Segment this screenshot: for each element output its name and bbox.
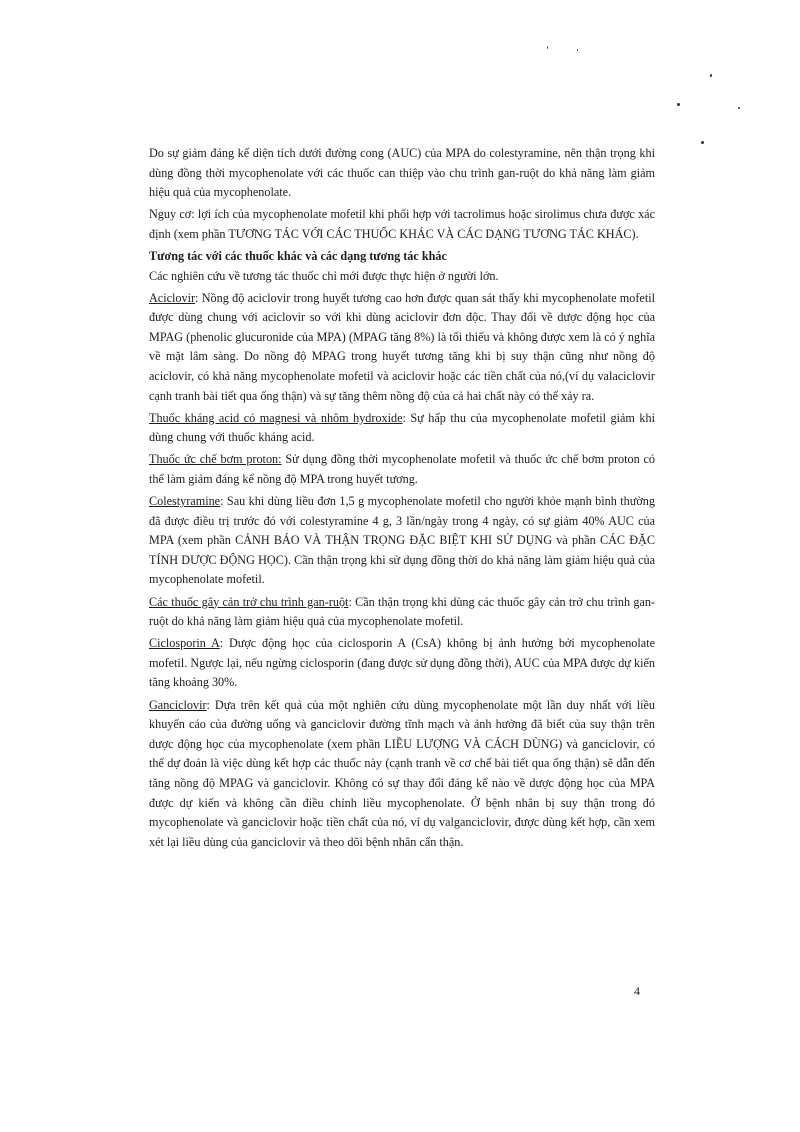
drug-term: Thuốc ức chế bơm proton: [149,452,282,467]
interaction-item-ciclosporin [149,634,655,693]
intro-paragraph-1: Do sự giảm đáng kể diện tích dưới đường cong (AUC) của MPA do colestyramine, nên thận trọng khi dùng đồng thời mycophenolate với các thuốc can thiệp vào chu trình gan-ruột do khả năng làm giảm hiệu quả của mycophenolate. [149,146,655,200]
interaction-item-ganciclovir [149,696,655,853]
drug-term: Ganciclovir [149,697,207,712]
drug-description: Sử dụng đồng thời mycophenolate mofetil và thuốc ức chế bơm proton có thể làm giảm đáng kể nồng độ MPA trong huyết tương. [149,452,655,486]
interaction-item-antacid [149,409,655,448]
drug-term: Thuốc kháng acid có magnesi và nhôm hydroxide [149,410,403,425]
document-body [149,144,655,855]
drug-term: Ciclosporin A [149,636,220,651]
drug-description: : Sau khi dùng liều đơn 1,5 g mycophenolate mofetil cho người khỏe mạnh bình thường đã được điều trị trước đó với colestyramine 4 g, 3 lần/ngày trong 4 ngày, có sự giảm 40% AUC của MPA (xem phần CẢNH BÁO VÀ THẬN TRỌNG ĐẶC BIỆT KHI SỬ DỤNG và phần CÁC ĐẶC TÍNH DƯỢC ĐỘNG HỌC). Cần thận trọng khi sử dụng đồng thời do khả năng làm giảm hiệu quả của mycophenolate mofetil. [149,494,655,587]
interaction-item-aciclovir [149,289,655,407]
drug-description: : Cần thận trọng khi dùng các thuốc gây cản trở chu trình gan-ruột do khả năng làm giảm hiệu quả của mycophenolate mofetil. [149,594,655,629]
drug-description: : Dược động học của ciclosporin A (CsA) không bị ảnh hưởng bởi mycophenolate mofetil. Ngược lại, nếu ngừng ciclosporin (đang được sử dụng đồng thời), AUC của MPA được dự kiến tăng khoảng 30%. [149,636,655,690]
scan-speck [577,49,578,51]
scan-speck [710,74,712,77]
scan-speck [701,141,704,144]
section-heading: Tương tác với các thuốc khác và các dạng tương tác khác [149,248,447,263]
section-intro: Các nghiên cứu về tương tác thuốc chỉ mới được thực hiện ở người lớn. [149,268,499,283]
drug-term: Aciclovir [149,290,196,305]
scan-speck [547,46,548,49]
interaction-item-enterohepatic [149,593,655,632]
drug-term: Các thuốc gây cản trở chu trình gan-ruột [149,594,349,609]
page-number: 4 [634,984,640,998]
drug-description: : Sự hấp thu của mycophenolate mofetil giảm khi dùng chung với thuốc kháng acid. [149,410,655,445]
intro-paragraph-2: Nguy cơ: lợi ích của mycophenolate mofetil khi phối hợp với tacrolimus hoặc sirolimus chưa được xác định (xem phần TƯƠNG TÁC VỚI CÁC THUỐC KHÁC VÀ CÁC DẠNG TƯƠNG TÁC KHÁC). [149,207,655,241]
scan-speck [738,107,740,109]
scan-speck [677,103,680,106]
drug-term: Colestyramine [149,494,221,509]
interaction-item-ppi [149,450,655,489]
interaction-item-colestyramine [149,492,655,590]
drug-description: : Nồng độ aciclovir trong huyết tương cao hơn được quan sát thấy khi mycophenolate mofetil được dùng chung với aciclovir so với khi dùng aciclovir đơn độc. Thay đổi về dược động học của MPAG (phenolic glucuronide của MPA) (MPAG tăng 8%) là tối thiểu và không được xem là có ý nghĩa về mặt lâm sàng. Do nồng độ MPAG trong huyết tương tăng khi bị suy thận cũng như nồng độ aciclovir, có khả năng mycophenolate mofetil và aciclovir hoặc các tiền chất của nó,(ví dụ valaciclovir cạnh tranh bài tiết qua ống thận) và sự tăng thêm nồng độ của cả hai chất này có thể xảy ra. [149,290,655,403]
drug-description: : Dựa trên kết quả của một nghiên cứu dùng mycophenolate một lần duy nhất với liều khuyến cáo của đường uống và ganciclovir đường tĩnh mạch và ảnh hưởng đã biết của suy thận trên dược động học của mycophenolate (xem phần LIỀU LƯỢNG VÀ CÁCH DÙNG) và ganciclovir, có thể dự đoán là việc dùng kết hợp các thuốc này (cạnh tranh về cơ chế bài tiết qua ống thận) sẽ dẫn đến tăng nồng độ MPAG và ganciclovir. Không có sự thay đổi đáng kể nào về dược động học của MPA được dự kiến và không cần điều chỉnh liều mycophenolate. Ở bệnh nhân bị suy thận trong đó mycophenolate và ganciclovir hoặc tiền chất của nó, ví dụ valganciclovir, được dùng kết hợp, cần xem xét lại liều dùng của ganciclovir và theo dõi bệnh nhân cẩn thận. [149,697,655,849]
